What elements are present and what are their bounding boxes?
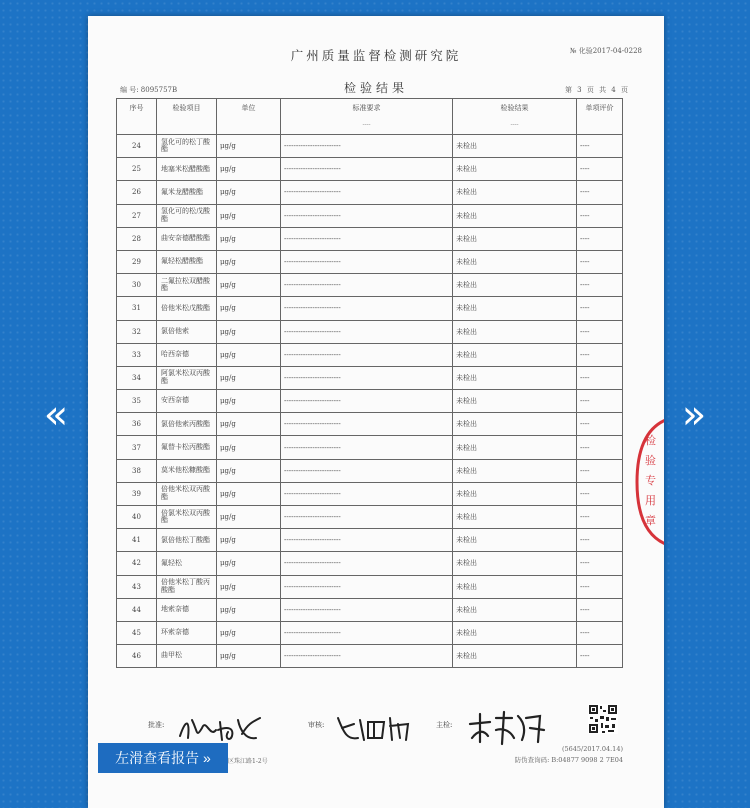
row-unit: μg/g — [217, 366, 281, 389]
row-item: 阿氯米松双丙酸酯 — [157, 366, 217, 389]
table-row — [117, 204, 623, 227]
row-unit: μg/g — [217, 575, 281, 598]
row-no: 42 — [117, 552, 157, 575]
table-row — [117, 366, 623, 389]
row-unit: μg/g — [217, 135, 281, 158]
row-result: 未检出 — [453, 158, 577, 181]
row-item: 倍他米松丁酸丙酸酯 — [157, 575, 217, 598]
table-row — [117, 413, 623, 436]
row-standard: ------------------------ — [281, 506, 453, 529]
row-evaluation: ---- — [577, 598, 623, 621]
svg-text:检: 检 — [645, 434, 656, 447]
table-row — [117, 621, 623, 644]
row-unit: μg/g — [217, 482, 281, 505]
row-standard: ------------------------ — [281, 390, 453, 413]
row-result: 未检出 — [453, 529, 577, 552]
row-unit: μg/g — [217, 459, 281, 482]
row-standard: ------------------------ — [281, 343, 453, 366]
row-no: 37 — [117, 436, 157, 459]
row-evaluation: ---- — [577, 297, 623, 320]
row-no: 30 — [117, 274, 157, 297]
table-row — [117, 552, 623, 575]
row-item: 氢化可的松戊酸酯 — [157, 204, 217, 227]
table-row — [117, 297, 623, 320]
row-unit: μg/g — [217, 250, 281, 273]
row-no: 45 — [117, 621, 157, 644]
svg-text:验: 验 — [645, 454, 656, 467]
row-item: 曲安奈德醋酸酯 — [157, 227, 217, 250]
approver-signature — [176, 708, 266, 746]
row-standard: ------------------------ — [281, 598, 453, 621]
table-row — [117, 598, 623, 621]
row-result: 未检出 — [453, 320, 577, 343]
row-item: 氯倍他索 — [157, 320, 217, 343]
row-no: 40 — [117, 506, 157, 529]
row-unit: μg/g — [217, 436, 281, 459]
header-result-dash: ---- — [510, 121, 519, 128]
header-result-label: 检验结果 — [500, 104, 529, 112]
row-no: 33 — [117, 343, 157, 366]
row-item: 曲甲松 — [157, 645, 217, 668]
row-standard: ------------------------ — [281, 274, 453, 297]
row-no: 31 — [117, 297, 157, 320]
table-row — [117, 227, 623, 250]
previous-page-icon[interactable]: « — [43, 392, 69, 438]
results-table — [116, 98, 623, 668]
row-item: 莫米他松糠酸酯 — [157, 459, 217, 482]
row-result: 未检出 — [453, 181, 577, 204]
row-unit: μg/g — [217, 413, 281, 436]
red-seal-stamp — [633, 416, 664, 548]
row-item: 安西奈德 — [157, 390, 217, 413]
row-unit: μg/g — [217, 390, 281, 413]
table-row — [117, 506, 623, 529]
row-evaluation: ---- — [577, 204, 623, 227]
table-row — [117, 181, 623, 204]
row-item: 哈西奈德 — [157, 343, 217, 366]
row-unit: μg/g — [217, 274, 281, 297]
row-result: 未检出 — [453, 413, 577, 436]
header-standard-label: 标准要求 — [352, 104, 381, 112]
row-result: 未检出 — [453, 297, 577, 320]
swipe-view-report-button[interactable]: 左滑查看报告 » — [98, 743, 228, 773]
header-unit: 单位 — [217, 99, 281, 135]
row-result: 未检出 — [453, 343, 577, 366]
row-standard: ------------------------ — [281, 366, 453, 389]
reviewer-label: 审核: — [308, 721, 325, 729]
row-result: 未检出 — [453, 482, 577, 505]
table-row — [117, 575, 623, 598]
row-item: 二氟拉松双醋酸酯 — [157, 274, 217, 297]
header-standard-dash: ---- — [362, 121, 371, 128]
row-evaluation: ---- — [577, 482, 623, 505]
row-evaluation: ---- — [577, 320, 623, 343]
row-standard: ------------------------ — [281, 204, 453, 227]
row-unit: μg/g — [217, 529, 281, 552]
inspector-label: 主检: — [436, 721, 453, 729]
row-evaluation: ---- — [577, 621, 623, 644]
row-standard: ------------------------ — [281, 227, 453, 250]
form-code: № 化验2017-04-0228 — [569, 47, 642, 55]
row-result: 未检出 — [453, 390, 577, 413]
row-result: 未检出 — [453, 250, 577, 273]
row-standard: ------------------------ — [281, 482, 453, 505]
row-item: 氯倍他松丁酸酯 — [157, 529, 217, 552]
row-no: 39 — [117, 482, 157, 505]
row-standard: ------------------------ — [281, 413, 453, 436]
row-unit: μg/g — [217, 297, 281, 320]
next-page-icon[interactable]: » — [681, 392, 707, 438]
row-evaluation: ---- — [577, 575, 623, 598]
row-evaluation: ---- — [577, 413, 623, 436]
row-result: 未检出 — [453, 227, 577, 250]
row-no: 32 — [117, 320, 157, 343]
row-no: 27 — [117, 204, 157, 227]
row-standard: ------------------------ — [281, 575, 453, 598]
row-standard: ------------------------ — [281, 436, 453, 459]
row-standard: ------------------------ — [281, 459, 453, 482]
row-evaluation: ---- — [577, 158, 623, 181]
row-unit: μg/g — [217, 506, 281, 529]
row-evaluation: ---- — [577, 227, 623, 250]
code-line-2: 防伪查询码: B:04877 9098 2 7E04 — [514, 756, 623, 764]
approver-label: 批准: — [148, 721, 165, 729]
row-evaluation: ---- — [577, 506, 623, 529]
row-result: 未检出 — [453, 621, 577, 644]
row-unit: μg/g — [217, 598, 281, 621]
row-evaluation: ---- — [577, 552, 623, 575]
row-item: 地索奈德 — [157, 598, 217, 621]
row-item: 氟米龙醋酸酯 — [157, 181, 217, 204]
row-result: 未检出 — [453, 436, 577, 459]
report-title: 检验结果 — [343, 81, 408, 95]
row-no: 44 — [117, 598, 157, 621]
row-unit: μg/g — [217, 343, 281, 366]
report-number: 编 号: 8095757B — [120, 86, 178, 94]
row-unit: μg/g — [217, 181, 281, 204]
row-evaluation: ---- — [577, 181, 623, 204]
row-evaluation: ---- — [577, 366, 623, 389]
row-no: 25 — [117, 158, 157, 181]
row-no: 41 — [117, 529, 157, 552]
table-row — [117, 135, 623, 158]
row-item: 氟替卡松丙酸酯 — [157, 436, 217, 459]
row-standard: ------------------------ — [281, 158, 453, 181]
row-item: 环索奈德 — [157, 621, 217, 644]
row-evaluation: ---- — [577, 274, 623, 297]
anti-fake-code — [508, 744, 623, 766]
table-header-row — [117, 99, 623, 135]
row-result: 未检出 — [453, 575, 577, 598]
svg-text:专: 专 — [645, 474, 656, 487]
svg-text:章: 章 — [645, 514, 656, 527]
header-evaluation: 单项评价 — [577, 99, 623, 135]
row-item: 倍他米松戊酸酯 — [157, 297, 217, 320]
row-unit: μg/g — [217, 204, 281, 227]
row-item: 氟轻松醋酸酯 — [157, 250, 217, 273]
row-unit: μg/g — [217, 552, 281, 575]
row-standard: ------------------------ — [281, 645, 453, 668]
row-no: 43 — [117, 575, 157, 598]
row-no: 46 — [117, 645, 157, 668]
row-unit: μg/g — [217, 621, 281, 644]
row-item: 氯倍他索丙酸酯 — [157, 413, 217, 436]
row-standard: ------------------------ — [281, 621, 453, 644]
page-info: 第 3 页 共 4 页 — [564, 86, 628, 94]
row-evaluation: ---- — [577, 459, 623, 482]
row-no: 34 — [117, 366, 157, 389]
inspector-signature — [466, 708, 556, 746]
row-result: 未检出 — [453, 366, 577, 389]
row-result: 未检出 — [453, 506, 577, 529]
table-row — [117, 274, 623, 297]
institute-address: 区珠江路1-2号 — [228, 758, 268, 765]
row-result: 未检出 — [453, 552, 577, 575]
header-result — [453, 99, 577, 135]
row-unit: μg/g — [217, 320, 281, 343]
row-unit: μg/g — [217, 158, 281, 181]
row-standard: ------------------------ — [281, 552, 453, 575]
row-evaluation: ---- — [577, 135, 623, 158]
code-line-1: (5645/2017.04.14) — [561, 745, 623, 753]
reviewer-signature — [334, 710, 424, 744]
row-evaluation: ---- — [577, 529, 623, 552]
row-item: 氟轻松 — [157, 552, 217, 575]
table-row — [117, 390, 623, 413]
row-result: 未检出 — [453, 135, 577, 158]
table-row — [117, 320, 623, 343]
row-no: 38 — [117, 459, 157, 482]
row-standard: ------------------------ — [281, 181, 453, 204]
row-no: 28 — [117, 227, 157, 250]
table-row — [117, 529, 623, 552]
row-result: 未检出 — [453, 459, 577, 482]
row-result: 未检出 — [453, 645, 577, 668]
table-row — [117, 343, 623, 366]
row-result: 未检出 — [453, 598, 577, 621]
institute-name: 广州质量监督检测研究院 — [290, 48, 462, 63]
header-standard — [281, 99, 453, 135]
table-row — [117, 436, 623, 459]
svg-text:用: 用 — [645, 494, 656, 507]
row-no: 29 — [117, 250, 157, 273]
row-evaluation: ---- — [577, 390, 623, 413]
table-row — [117, 158, 623, 181]
row-unit: μg/g — [217, 645, 281, 668]
row-standard: ------------------------ — [281, 297, 453, 320]
row-evaluation: ---- — [577, 645, 623, 668]
row-no: 26 — [117, 181, 157, 204]
table-row — [117, 459, 623, 482]
row-item: 倍氯米松双丙酸酯 — [157, 506, 217, 529]
qr-code-icon — [588, 704, 618, 734]
row-unit: μg/g — [217, 227, 281, 250]
row-no: 36 — [117, 413, 157, 436]
row-standard: ------------------------ — [281, 320, 453, 343]
row-result: 未检出 — [453, 274, 577, 297]
row-no: 24 — [117, 135, 157, 158]
row-evaluation: ---- — [577, 436, 623, 459]
row-item: 倍他米松双丙酸酯 — [157, 482, 217, 505]
header-item: 检验项目 — [157, 99, 217, 135]
table-row — [117, 645, 623, 668]
row-item: 氢化可的松丁酸酯 — [157, 135, 217, 158]
row-standard: ------------------------ — [281, 529, 453, 552]
header-no: 序号 — [117, 99, 157, 135]
row-item: 地塞米松醋酸酯 — [157, 158, 217, 181]
row-evaluation: ---- — [577, 343, 623, 366]
report-page — [88, 16, 664, 808]
row-result: 未检出 — [453, 204, 577, 227]
table-body — [117, 135, 623, 668]
row-evaluation: ---- — [577, 250, 623, 273]
row-standard: ------------------------ — [281, 250, 453, 273]
row-no: 35 — [117, 390, 157, 413]
table-row — [117, 482, 623, 505]
signoff-row — [148, 708, 648, 748]
row-standard: ------------------------ — [281, 135, 453, 158]
table-row — [117, 250, 623, 273]
